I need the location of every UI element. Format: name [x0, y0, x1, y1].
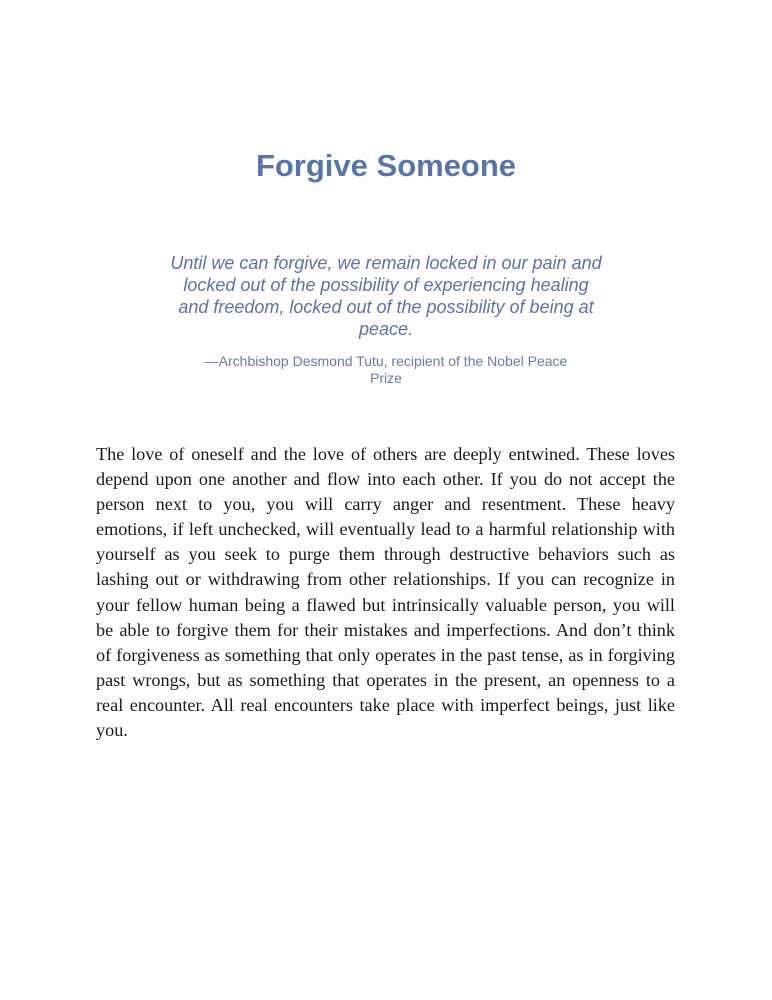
epigraph-quote: Until we can forgive, we remain locked in our pain and locked out of the possibility of experiencing healing and freedom, locked out of the possibility of being at peace.	[170, 253, 602, 339]
quote-attribution: —Archbishop Desmond Tutu, recipient of the Nobel Peace Prize	[204, 353, 568, 386]
page-title: Forgive Someone	[255, 148, 517, 183]
body-paragraph: The love of oneself and the love of others are deeply entwined. These loves depend upon one another and flow into each other. If you do not accept the person next to you, you will carry anger and resentment. These heavy emotions, if left unchecked, will eventually lead to a harmful relationship with yourself as you seek to purge them through destructive behaviors such as lashing out or withdrawing from other relationships. If you can recognize in your fellow human being a flawed but intrinsically valuable person, you will be able to forgive them for their mistakes and imperfections. And don’t think of forgiveness as something that only operates in the past tense, as in forgiving past wrongs, but as something that operates in the present, an openness to a real encounter. All real encounters take place with imperfect beings, just like you.	[96, 444, 675, 741]
